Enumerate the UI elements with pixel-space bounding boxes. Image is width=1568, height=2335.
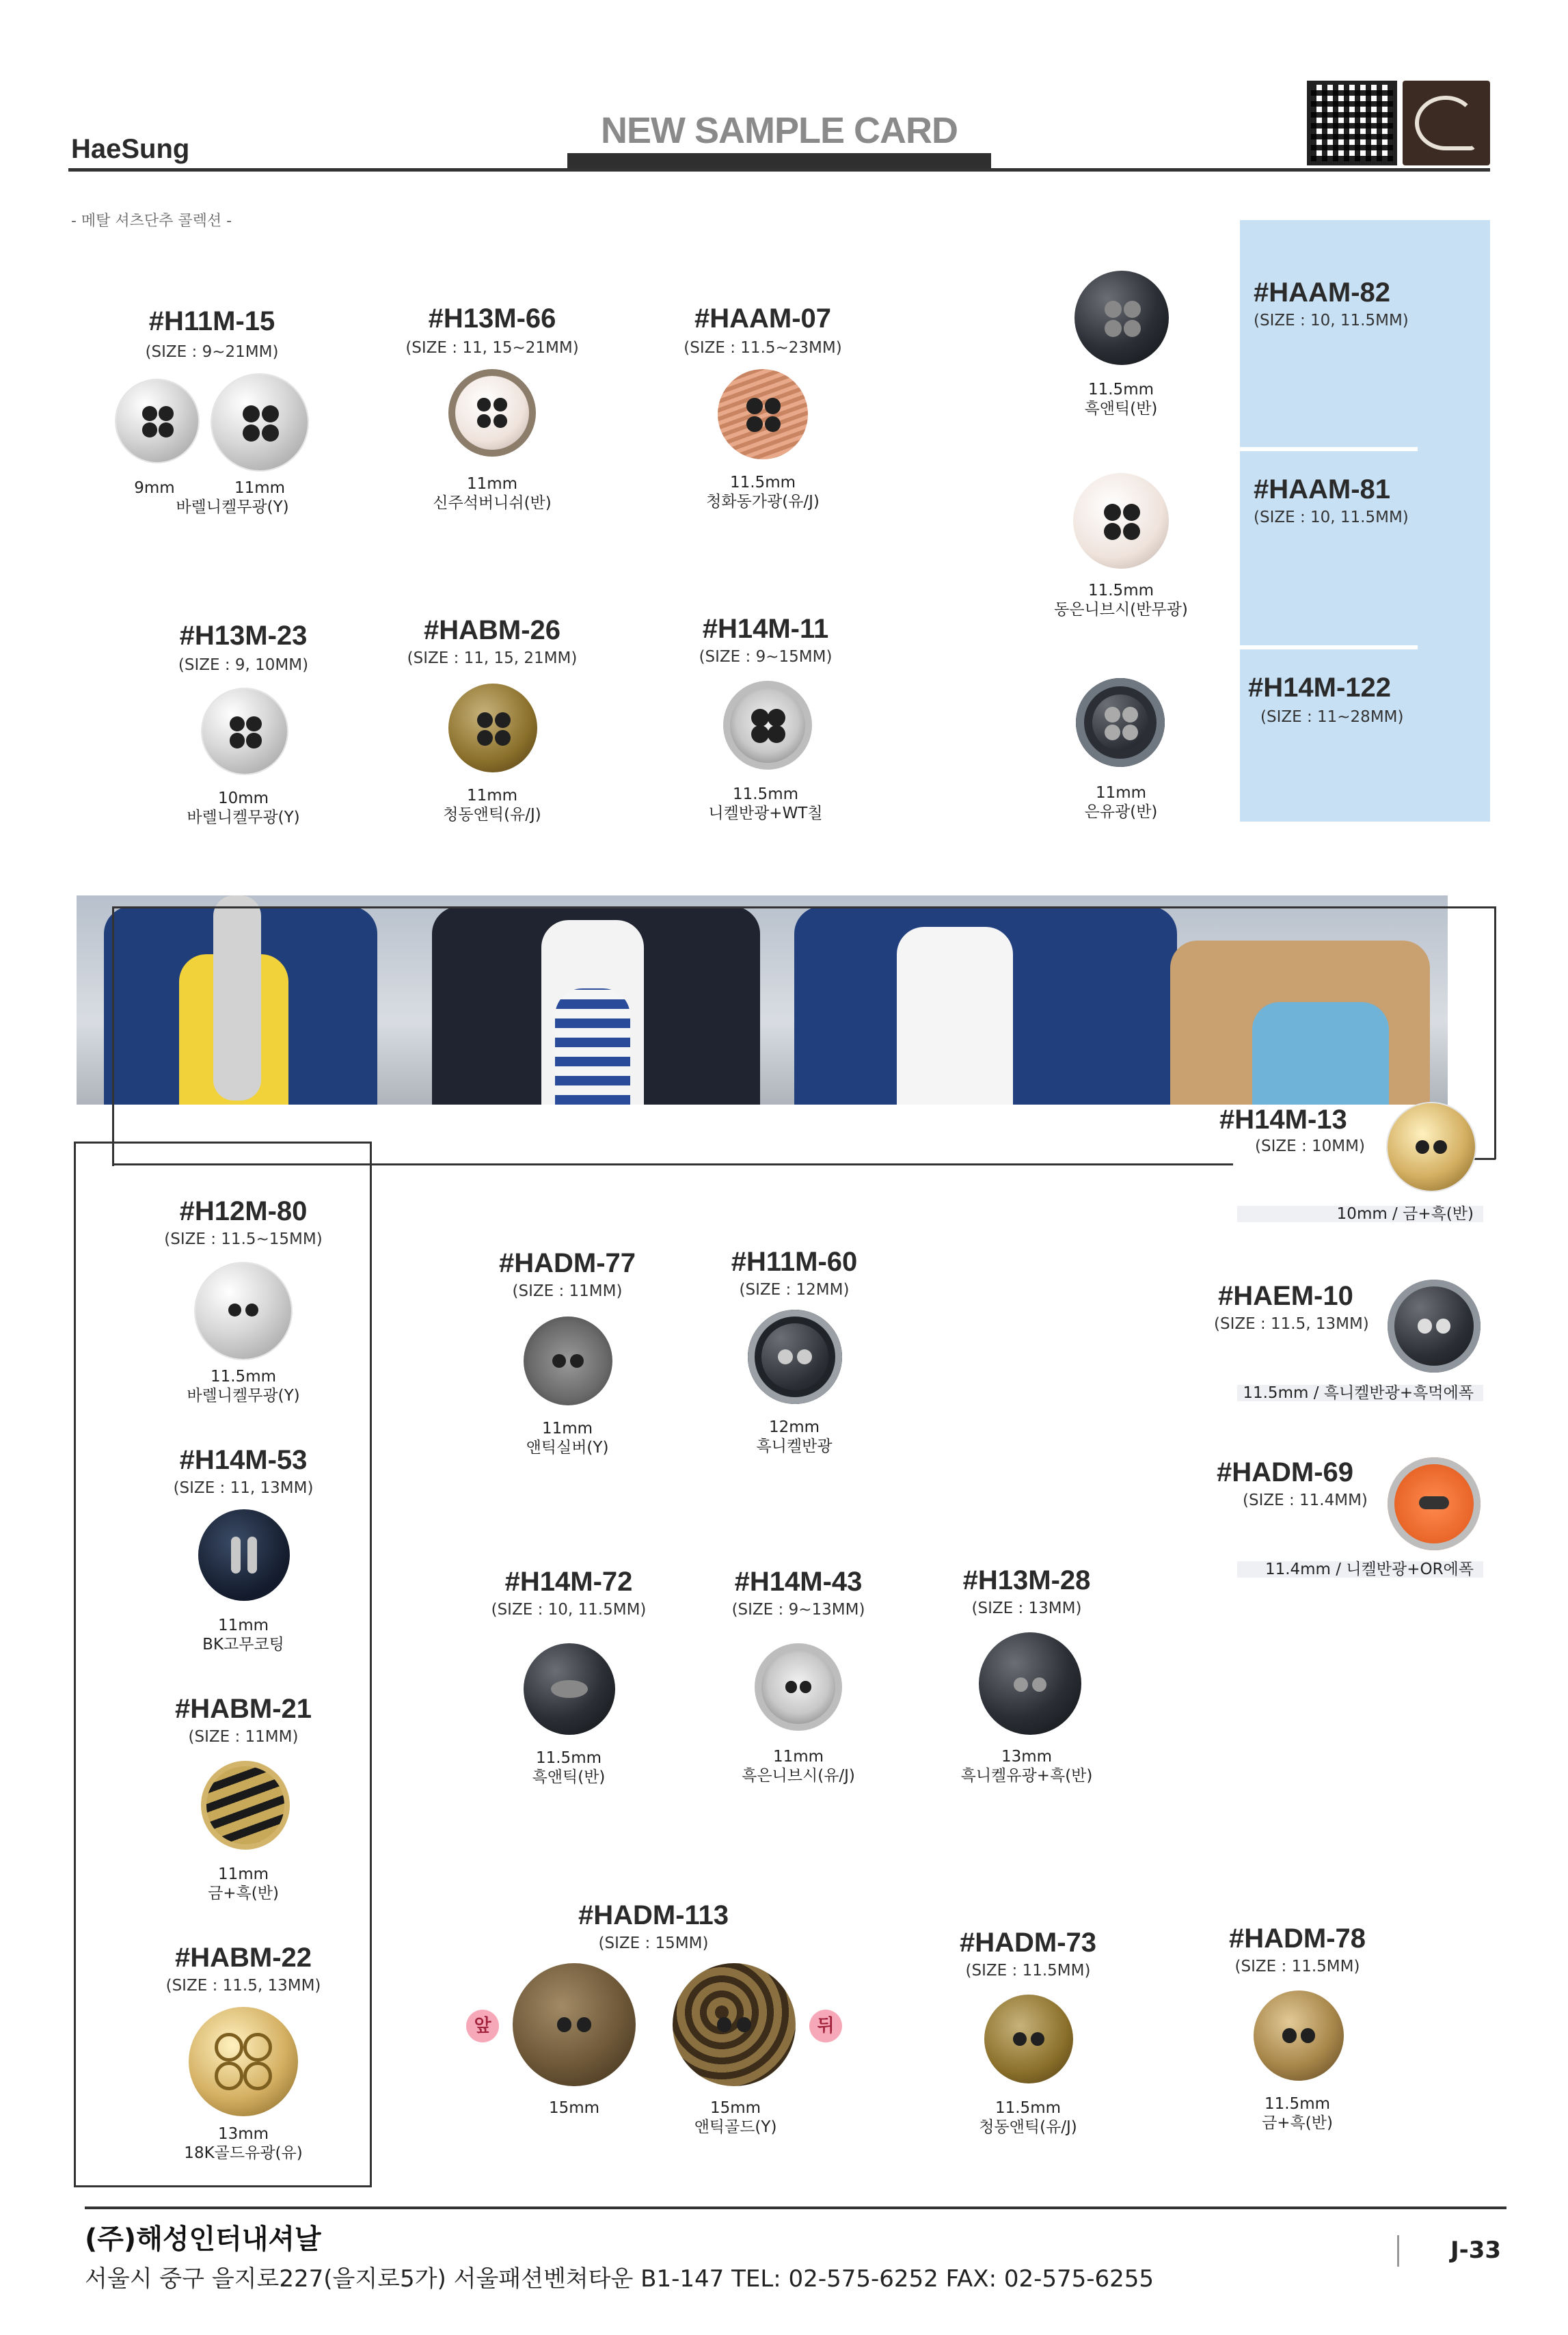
back-badge: 뒤 <box>809 2010 842 2042</box>
item-size-caption: 9mm <box>134 479 175 497</box>
item-finish: 동은니브시(반무광) <box>1054 601 1188 619</box>
button-swatch <box>198 1509 290 1601</box>
item-size: (SIZE : 11, 15~21MM) <box>405 339 579 357</box>
item-size-caption: 13mm <box>1001 1748 1053 1766</box>
item-code: #H14M-43 <box>734 1567 863 1597</box>
item-code: #H14M-11 <box>702 614 829 644</box>
item-caption-bar: 10mm / 금+흑(반) <box>1237 1206 1483 1222</box>
item-size-caption: 15mm <box>709 2099 761 2117</box>
item-size: (SIZE : 11.5, 13MM) <box>1214 1315 1369 1333</box>
fashion-photo-strip <box>77 895 1448 1105</box>
item-size: (SIZE : 11MM) <box>512 1282 623 1300</box>
button-swatch <box>201 1761 290 1850</box>
item-size: (SIZE : 11.5~15MM) <box>164 1230 323 1248</box>
button-swatch <box>718 369 808 459</box>
item-code: #HADM-113 <box>578 1900 729 1930</box>
button-swatch <box>984 1995 1073 2083</box>
button-swatch <box>212 375 308 470</box>
item-size: (SIZE : 13MM) <box>971 1600 1082 1617</box>
item-code: #H14M-72 <box>504 1567 633 1597</box>
item-code: #H11M-15 <box>148 306 275 336</box>
item-code: #H13M-66 <box>428 303 556 334</box>
item-finish: 바렐니켈무광(Y) <box>187 1387 300 1405</box>
item-code: #HAEM-10 <box>1218 1281 1353 1311</box>
title-bar <box>567 153 991 168</box>
item-code: #H13M-28 <box>962 1565 1091 1595</box>
item-size: (SIZE : 11.5~23MM) <box>684 339 842 357</box>
item-finish: 바렐니켈무광(Y) <box>176 498 289 516</box>
company-name: (주)해성인터내셔날 <box>85 2224 321 2255</box>
item-code: #H14M-53 <box>179 1445 308 1475</box>
item-size: (SIZE : 10MM) <box>1255 1137 1365 1155</box>
card-title: NEW SAMPLE CARD <box>601 110 958 151</box>
item-size-caption: 11mm <box>466 787 518 805</box>
item-size: (SIZE : 11.4MM) <box>1243 1492 1368 1509</box>
item-size-caption: 11.5mm <box>732 785 799 803</box>
item-size: (SIZE : 11, 13MM) <box>173 1479 314 1497</box>
frame-line <box>1494 906 1496 1159</box>
brand-name: HaeSung <box>71 134 190 164</box>
item-size: (SIZE : 12MM) <box>739 1281 850 1299</box>
button-swatch <box>202 689 287 774</box>
item-finish: 청동앤틱(유/J) <box>443 806 541 824</box>
item-code: #HABM-21 <box>174 1694 312 1724</box>
item-size-caption: 13mm <box>217 2125 269 2143</box>
item-finish: 18K골드유광(유) <box>184 2144 303 2162</box>
item-code: #HADM-73 <box>959 1928 1097 1958</box>
page-number: J-33 <box>1450 2237 1502 2264</box>
item-size: (SIZE : 9~15MM) <box>699 648 833 666</box>
item-size-caption: 11mm <box>772 1748 824 1766</box>
footer-rule <box>85 2206 1506 2209</box>
item-code: #HAAM-82 <box>1254 278 1391 308</box>
item-size-caption: 11.5mm <box>729 474 796 491</box>
item-size-caption: 10mm <box>217 789 269 807</box>
item-finish: 청화동가광(유/J) <box>706 493 820 511</box>
item-size: (SIZE : 10, 11.5MM) <box>1254 312 1409 329</box>
item-finish: 바렐니켈무광(Y) <box>187 809 300 826</box>
item-size: (SIZE : 11.5MM) <box>965 1962 1091 1980</box>
item-finish: 신주석버니쉬(반) <box>433 494 552 512</box>
item-finish: 흑앤틱(반) <box>1084 400 1158 418</box>
item-size-caption: 12mm <box>768 1418 820 1436</box>
item-code: #HABM-22 <box>174 1943 312 1973</box>
button-swatch <box>723 681 812 770</box>
button-swatch <box>1076 678 1165 767</box>
item-finish: 앤틱실버(Y) <box>526 1439 609 1457</box>
button-swatch <box>673 1963 796 2086</box>
button-swatch <box>524 1643 615 1735</box>
button-swatch <box>1254 1990 1344 2081</box>
item-finish: 흑은니브시(유/J) <box>742 1767 855 1785</box>
item-finish: 흑니켈유광+흑(반) <box>960 1767 1093 1785</box>
item-size-caption: 11.5mm <box>995 2099 1062 2117</box>
button-swatch <box>1074 271 1169 365</box>
button-swatch <box>195 1263 291 1359</box>
item-size: (SIZE : 10, 11.5MM) <box>491 1601 647 1619</box>
item-finish: 청동앤틱(유/J) <box>979 2118 1077 2136</box>
item-code: #HADM-69 <box>1217 1457 1354 1487</box>
front-badge: 앞 <box>466 2010 499 2042</box>
frame-line <box>74 1142 372 1144</box>
footer-separator <box>1397 2235 1399 2267</box>
item-finish: 니켈반광+WT칠 <box>708 805 823 822</box>
item-size: (SIZE : 11MM) <box>188 1728 299 1746</box>
item-size: (SIZE : 11, 15, 21MM) <box>407 649 578 667</box>
item-size: (SIZE : 9~21MM) <box>145 343 279 361</box>
item-size-caption: 11.5mm <box>1087 582 1154 599</box>
button-swatch <box>979 1632 1081 1735</box>
frame-line <box>112 906 114 1166</box>
item-finish: 금+흑(반) <box>208 1885 279 1902</box>
button-swatch <box>513 1963 636 2086</box>
button-swatch <box>524 1317 612 1405</box>
collection-subtitle: - 메탈 셔츠단추 콜렉션 - <box>71 213 232 230</box>
item-size: (SIZE : 11~28MM) <box>1260 708 1404 726</box>
item-size: (SIZE : 9, 10MM) <box>178 656 309 674</box>
item-size-caption: 11.5mm <box>210 1368 277 1386</box>
item-finish: 은유광(반) <box>1084 803 1158 821</box>
item-code: #H12M-80 <box>179 1196 308 1226</box>
item-size-caption: 11.5mm <box>1087 381 1154 399</box>
button-swatch <box>1388 1457 1481 1550</box>
item-code: #HAAM-07 <box>694 303 832 334</box>
item-size-caption: 11.5mm <box>1264 2095 1331 2113</box>
item-finish: 금+흑(반) <box>1262 2114 1333 2132</box>
button-swatch <box>755 1643 842 1731</box>
item-size-caption: 11mm <box>217 1865 269 1883</box>
button-swatch <box>116 380 198 462</box>
item-finish: 흑앤틱(반) <box>532 1768 606 1786</box>
item-finish: BK고무코팅 <box>202 1636 284 1654</box>
item-size: (SIZE : 11.5MM) <box>1234 1958 1360 1975</box>
item-caption-bar: 11.5mm / 흑니켈반광+흑먹에폭 <box>1237 1385 1483 1401</box>
item-size-caption: 11mm <box>541 1420 593 1438</box>
qr-code-icon <box>1307 81 1397 165</box>
item-code: #H14M-122 <box>1248 673 1392 703</box>
item-size-caption: 11mm <box>1095 784 1147 802</box>
item-size-caption: 11mm <box>466 475 518 493</box>
item-code: #HABM-26 <box>423 615 561 645</box>
item-size: (SIZE : 10, 11.5MM) <box>1254 509 1409 526</box>
button-swatch <box>1073 473 1169 569</box>
item-size-caption: 11.5mm <box>535 1749 602 1767</box>
item-code: #H14M-13 <box>1219 1105 1347 1135</box>
item-code: #H11M-60 <box>731 1247 858 1277</box>
item-code: #HADM-77 <box>498 1248 636 1278</box>
button-swatch <box>448 369 536 457</box>
side-panel-divider <box>1240 645 1418 649</box>
side-panel-divider <box>1240 447 1418 451</box>
item-size-caption: 15mm <box>548 2099 600 2117</box>
button-swatch <box>748 1310 842 1404</box>
item-size: (SIZE : 9~13MM) <box>731 1601 865 1619</box>
company-address: 서울시 중구 을지로227(을지로5가) 서울패션벤쳐타운 B1-147 TEL: 02-575-6252 FAX: 02-575-6255 <box>85 2265 1154 2293</box>
item-size-caption: 11mm <box>234 479 286 497</box>
item-size: (SIZE : 15MM) <box>598 1934 709 1952</box>
item-code: #H13M-23 <box>179 621 308 651</box>
brand-logo <box>1403 81 1490 165</box>
button-swatch <box>1388 1280 1481 1373</box>
item-size: (SIZE : 11.5, 13MM) <box>165 1977 321 1995</box>
item-finish: 앤틱골드(Y) <box>694 2118 777 2136</box>
frame-line <box>112 906 1496 908</box>
item-finish: 흑니켈반광 <box>756 1438 833 1455</box>
button-swatch <box>1388 1103 1475 1191</box>
button-swatch <box>189 2007 298 2116</box>
button-swatch <box>448 684 537 772</box>
item-size-caption: 11mm <box>217 1617 269 1634</box>
item-code: #HADM-78 <box>1228 1924 1366 1954</box>
item-caption-bar: 11.4mm / 니켈반광+OR에폭 <box>1237 1561 1483 1578</box>
header-rule <box>68 168 1490 172</box>
item-code: #HAAM-81 <box>1254 474 1391 504</box>
